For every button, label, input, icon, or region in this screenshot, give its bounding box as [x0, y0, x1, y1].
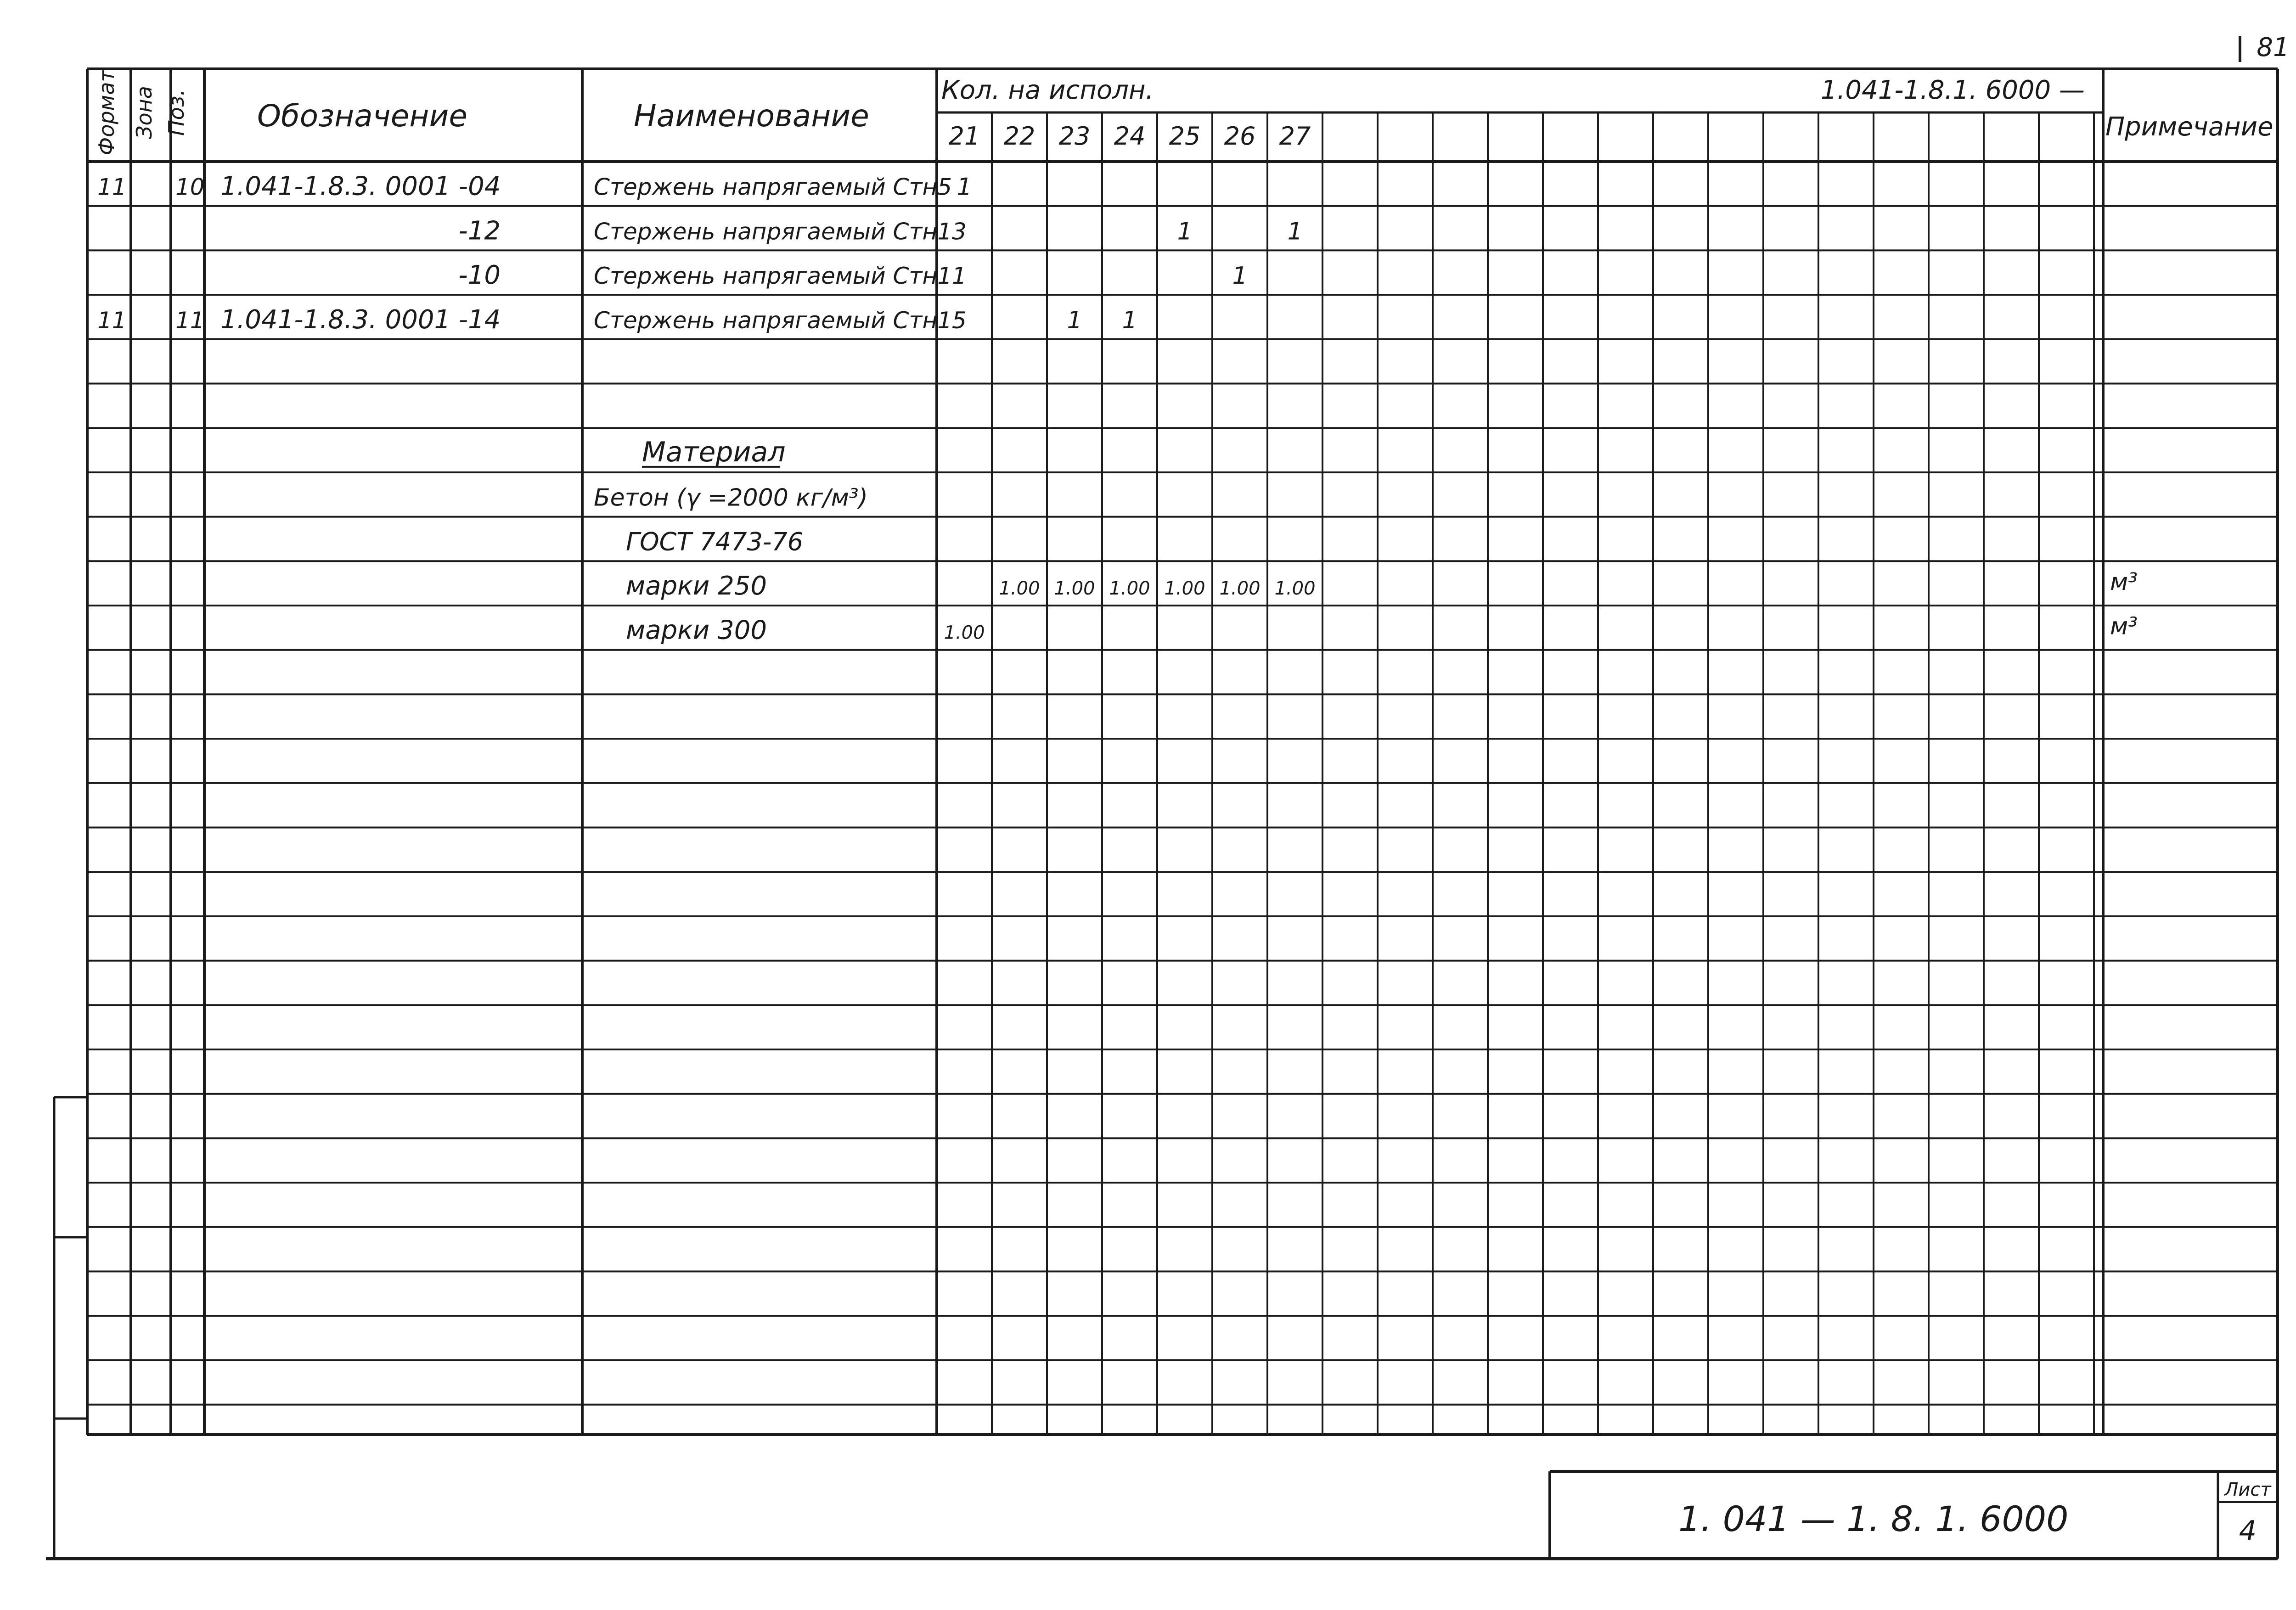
title-block	[1550, 1471, 2278, 1559]
row-pos: 11	[175, 307, 205, 334]
header-zone: Зона	[132, 86, 157, 139]
qty-cell: 1	[1067, 306, 1082, 334]
variant-header-21: 21	[948, 122, 980, 151]
qty-cell: 1	[1232, 262, 1248, 290]
row-name: Стержень напрягаемый Стн5	[594, 174, 952, 201]
variant-header-row	[949, 122, 1311, 151]
qty-cell: 1.00	[1219, 578, 1261, 599]
qty-cell: 1	[957, 173, 972, 201]
header-qty-label: Кол. на исполн.	[941, 75, 1154, 105]
row-name: ГОСТ 7473-76	[626, 527, 804, 556]
spec-table-rows	[97, 172, 2138, 645]
variant-header-22: 22	[1003, 122, 1035, 151]
header-designation: Обозначение	[257, 98, 467, 134]
row-name: Стержень напрягаемый Стн13	[594, 218, 967, 245]
row-format: 11	[97, 174, 127, 201]
row-name: Стержень напрягаемый Стн11	[594, 263, 967, 290]
table-row	[594, 484, 868, 512]
row-note-unit: м³	[2110, 568, 2138, 596]
row-format: 11	[97, 307, 127, 334]
spec-table-grid	[87, 69, 2278, 1435]
header-format: Формат	[94, 69, 119, 156]
table-row	[626, 568, 2138, 601]
variant-header-23: 23	[1058, 122, 1091, 151]
table-row	[459, 260, 1248, 290]
row-name: Стержень напрягаемый Стн15	[594, 307, 967, 334]
title-sheet-label: Лист	[2224, 1479, 2271, 1500]
qty-cell: 1	[1177, 218, 1193, 246]
header-pos: Поз.	[164, 89, 189, 136]
row-designation: 1.041-1.8.3. 0001 -04	[220, 171, 501, 202]
table-row	[97, 172, 972, 202]
header-name: Наименование	[634, 98, 869, 134]
section-title-material: Материал	[642, 436, 786, 468]
table-row	[626, 527, 803, 556]
table-row	[459, 216, 1303, 246]
row-name: Бетон (γ =2000 кг/м³)	[594, 484, 868, 512]
qty-cell: 1	[1122, 306, 1137, 334]
row-designation: -10	[458, 260, 501, 291]
qty-cell: 1.00	[1274, 578, 1316, 599]
table-row	[626, 613, 2138, 645]
row-note-unit: м³	[2110, 612, 2138, 640]
row-designation: 1.041-1.8.3. 0001 -14	[220, 304, 501, 335]
qty-cell: 1.00	[1109, 578, 1150, 599]
qty-cell: 1.00	[944, 622, 985, 644]
variant-header-24: 24	[1114, 122, 1146, 151]
qty-cell: 1.00	[999, 578, 1040, 599]
row-designation: -12	[458, 216, 501, 246]
table-row	[97, 305, 1137, 335]
drawing-frame	[46, 69, 2278, 1559]
row-name: марки 250	[626, 571, 767, 601]
title-doc-number: 1. 041 — 1. 8. 1. 6000	[1678, 1498, 2069, 1539]
header-doc-prefix: 1.041-1.8.1. 6000 —	[1821, 75, 2085, 105]
qty-cell: 1.00	[1054, 578, 1095, 599]
row-name: марки 300	[626, 615, 767, 645]
title-sheet-number: 4	[2239, 1515, 2257, 1547]
variant-header-26: 26	[1224, 122, 1256, 151]
row-pos: 10	[175, 174, 205, 201]
page-number: 81	[2257, 33, 2290, 62]
qty-cell: 1.00	[1164, 578, 1205, 599]
table-row	[642, 436, 786, 468]
header-note: Примечание	[2105, 112, 2273, 142]
qty-cell: 1	[1287, 218, 1303, 246]
variant-header-25: 25	[1169, 122, 1201, 151]
variant-header-27: 27	[1279, 122, 1311, 151]
